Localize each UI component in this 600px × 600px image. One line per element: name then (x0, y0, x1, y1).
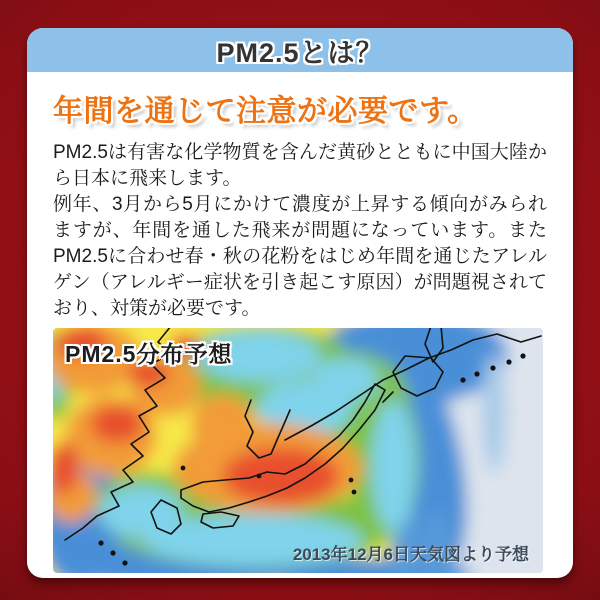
page-title: PM2.5とは？ (216, 37, 384, 68)
body-paragraph-2: 例年、3月から5月にかけて濃度が上昇する傾向がみられますが、年間を通した飛来が問題になっています。またPM2.5に合わせ春・秋の花粉をはじめ年間を通じたアレルゲン（アレルギー症状を引き起こす原因）が問題視されており、対策が必要です。 (53, 194, 547, 319)
body-paragraph-1: PM2.5は有害な化学物質を含んだ黄砂とともに中国大陸から日本に飛来します。 (53, 142, 547, 189)
headline: 年間を通じて注意が必要です。 (53, 95, 478, 128)
map-title: PM2.5分布予想 (65, 341, 233, 367)
map-caption: 2013年12月6日天気図より予想 (292, 545, 529, 564)
card-content (27, 72, 573, 573)
card-header (27, 28, 573, 72)
info-card (27, 28, 573, 578)
pm25-forecast-map (53, 328, 543, 573)
